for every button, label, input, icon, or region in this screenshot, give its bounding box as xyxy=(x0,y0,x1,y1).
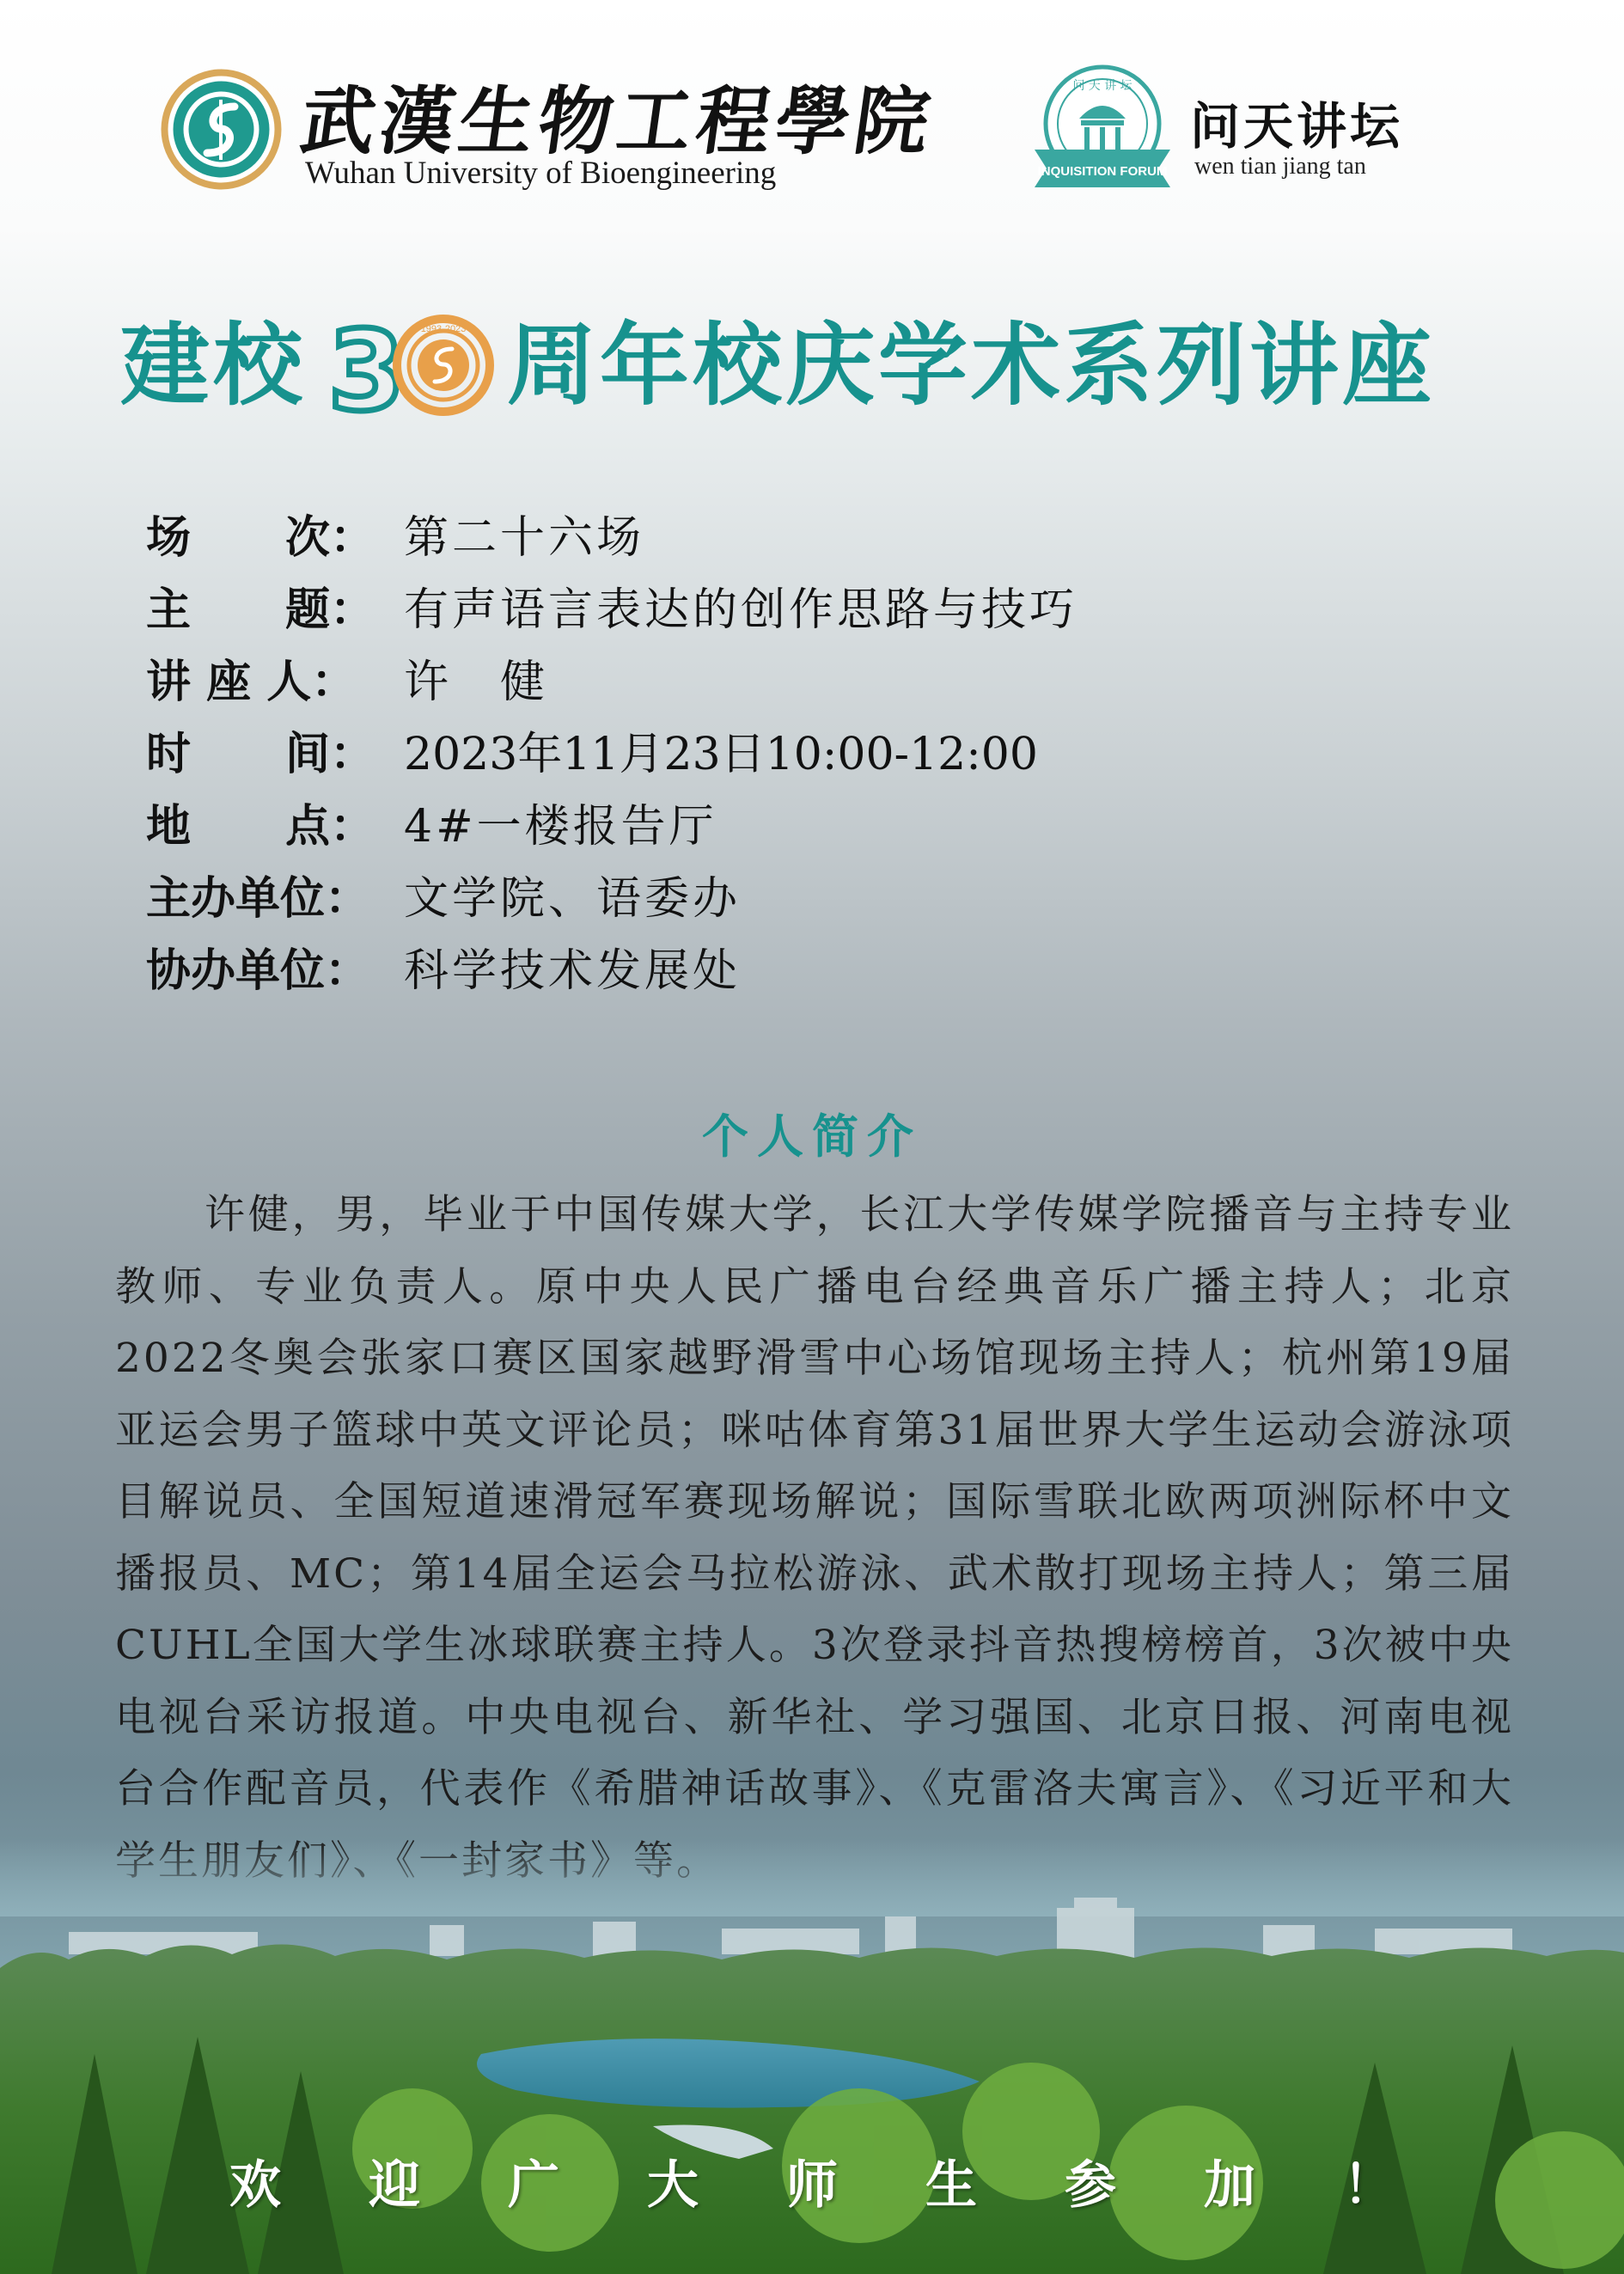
session-value: 第二十六场 xyxy=(404,511,645,564)
place-label-b: 点 xyxy=(284,800,330,853)
info-row-session xyxy=(146,497,1078,569)
info-row-time xyxy=(146,713,1078,786)
place-label-a: 地 xyxy=(146,800,192,853)
time-label-a: 时 xyxy=(146,728,192,780)
anniversary-number-3: 3 xyxy=(328,309,406,421)
university-name-en: Wuhan University of Bioengineering xyxy=(305,156,777,191)
topic-label-b: 题 xyxy=(284,584,330,636)
place-colon: ： xyxy=(329,800,375,853)
time-colon: ： xyxy=(329,728,375,780)
forum-emblem xyxy=(1029,64,1184,201)
time-label-b: 间 xyxy=(284,728,330,780)
info-row-place xyxy=(146,786,1078,858)
forum-name-cn: 问天讲坛 xyxy=(1190,97,1404,156)
title-prefix: 建校 xyxy=(120,313,307,418)
anniversary-30-logo xyxy=(323,309,495,421)
welcome-char: 加 xyxy=(1204,2155,1255,2216)
session-label-b: 次 xyxy=(284,511,330,564)
topic-value: 有声语言表达的创作思路与技巧 xyxy=(404,584,1078,636)
time-value: 2023年11月23日10:00-12:00 xyxy=(404,728,1038,780)
welcome-char: 大 xyxy=(647,2155,699,2216)
info-row-speaker xyxy=(146,641,1078,713)
info-row-host xyxy=(146,858,1078,930)
session-label-a: 场 xyxy=(146,511,192,564)
welcome-char: 迎 xyxy=(369,2155,420,2216)
forum-name-en: wen tian jiang tan xyxy=(1194,153,1366,180)
forum-badge-text: INQUISITION FORUM xyxy=(1037,164,1168,179)
co-host-value: 科学技术发展处 xyxy=(404,944,742,997)
topic-label-a: 主 xyxy=(146,584,192,636)
lecture-info xyxy=(146,497,1078,1002)
bio-heading: 个人简介 xyxy=(702,1109,922,1164)
host-value: 文学院、语委办 xyxy=(404,872,742,925)
session-colon: ： xyxy=(329,511,375,564)
place-value: 4#一楼报告厅 xyxy=(404,800,717,853)
forum-badge-top: 问 天 讲 坛 xyxy=(1072,79,1133,93)
anniversary-years: 1993-2023 xyxy=(420,324,467,334)
welcome-char: 广 xyxy=(508,2155,559,2216)
university-emblem xyxy=(159,67,284,192)
welcome-char: 生 xyxy=(925,2155,977,2216)
title-suffix: 周年校庆学术系列讲座 xyxy=(507,313,1436,418)
speaker-label: 讲 座 人： xyxy=(146,656,357,708)
host-label: 主办单位： xyxy=(146,872,370,925)
welcome-banner xyxy=(0,2144,1624,2218)
info-row-topic xyxy=(146,569,1078,641)
topic-colon: ： xyxy=(329,584,375,636)
bio-text: 许健，男，毕业于中国传媒大学，长江大学传媒学院播音与主持专业教师、专业负责人。原中央人民广播电台经典音乐广播主持人；北京2022冬奥会张家口赛区国家越野滑雪中心场馆现场主持人；杭州第19届亚运会男子篮球中英文评论员；咪咕体育第31届世界大学生运动会游泳项目解说员、全国短道速滑冠军赛现场解说；国际雪联北欧两项洲际杯中文播报员、MC；第14届全运会马拉松游泳、武术散打现场主持人；第三届CUHL全国大学生冰球联赛主持人。3次登录抖音热搜榜榜首，3次被中央电视台采访报道。中央电视台、新华社、学习强国、北京日报、河南电视台合作配音员，代表作《希腊神话故事》、《克雷洛夫寓言》、《习近平和大 xyxy=(115,1191,1514,1812)
speaker-value: 许 健 xyxy=(404,656,549,708)
welcome-char: 师 xyxy=(786,2155,838,2216)
welcome-char: ！ xyxy=(1343,2155,1395,2216)
university-name-cn: 武漢生物工程學院 xyxy=(295,78,941,165)
info-row-co-host xyxy=(146,930,1078,1002)
welcome-char: 参 xyxy=(1065,2155,1116,2216)
main-title xyxy=(120,309,1435,421)
co-host-label: 协办单位： xyxy=(146,944,370,997)
welcome-char: 欢 xyxy=(229,2155,281,2216)
